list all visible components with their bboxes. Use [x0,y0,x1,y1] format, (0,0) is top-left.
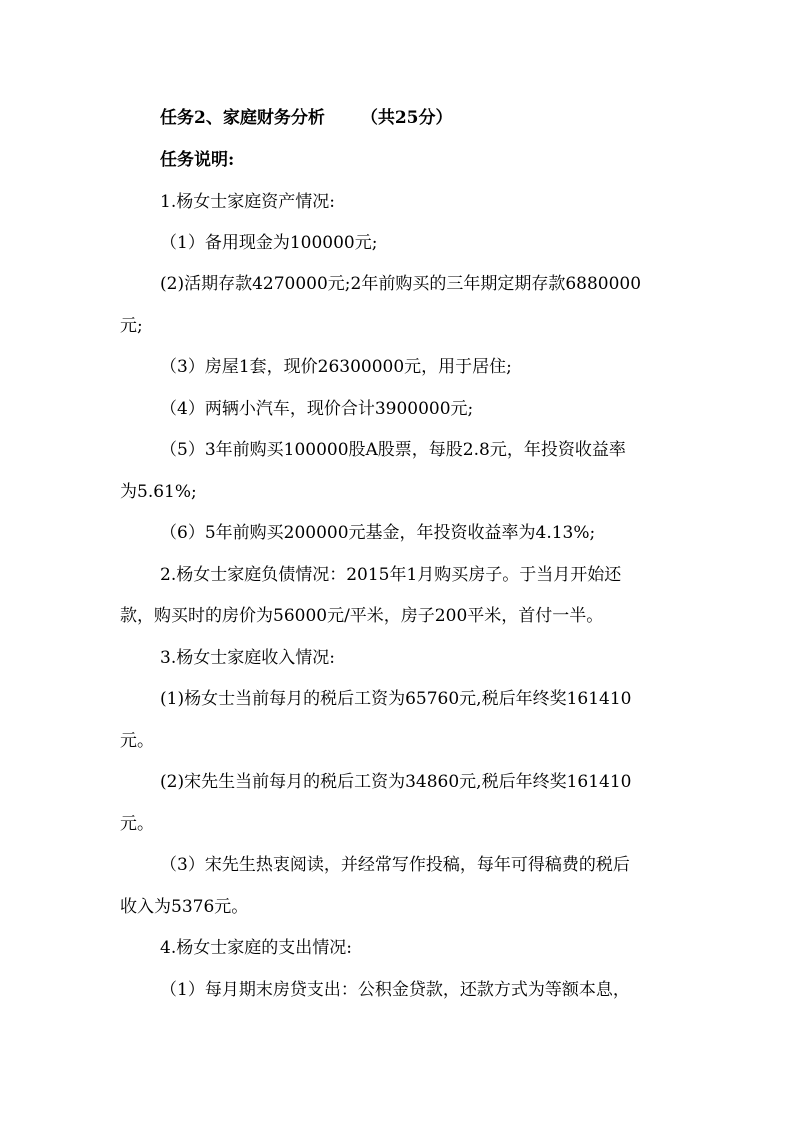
task-score: （共25分） [360,108,453,128]
asset-item-2-cont: 元; [120,316,143,336]
task-heading [160,106,453,130]
asset-item-1: （1）备用现金为100000元; [160,233,378,253]
expenses-heading: 4.杨女士家庭的支出情况: [160,938,352,958]
task-title: 任务2、家庭财务分析 [160,108,325,128]
liabilities-paragraph: 2.杨女士家庭负债情况：2015年1月购买房子。于当月开始还 [160,565,622,585]
asset-item-3: （3）房屋1套，现价26300000元，用于居住; [160,357,512,377]
asset-item-2: (2)活期存款4270000元;2年前购买的三年期定期存款6880000 [160,274,642,294]
income-item-3: （3）宋先生热衷阅读，并经常写作投稿，每年可得稿费的税后 [160,855,630,875]
income-heading: 3.杨女士家庭收入情况: [160,648,335,668]
asset-item-6: （6）5年前购买200000元基金，年投资收益率为4.13%; [160,523,596,543]
income-item-2-cont: 元。 [120,814,154,834]
asset-item-5-cont: 为5.61%; [120,482,197,502]
income-item-3-cont: 收入为5376元。 [120,897,249,917]
income-item-1-cont: 元。 [120,731,154,751]
expense-item-1: （1）每月期末房贷支出：公积金贷款，还款方式为等额本息， [160,980,630,1000]
asset-item-4: （4）两辆小汽车，现价合计3900000元; [160,399,474,419]
assets-heading: 1.杨女士家庭资产情况: [160,192,335,212]
income-item-2: (2)宋先生当前每月的税后工资为34860元,税后年终奖161410 [160,772,632,792]
section-label: 任务说明: [160,150,235,170]
asset-item-5: （5）3年前购买100000股A股票，每股2.8元，年投资收益率 [160,440,626,460]
income-item-1: (1)杨女士当前每月的税后工资为65760元,税后年终奖161410 [160,689,632,709]
liabilities-paragraph-cont: 款，购买时的房价为56000元/平米，房子200平米，首付一半。 [120,606,604,626]
